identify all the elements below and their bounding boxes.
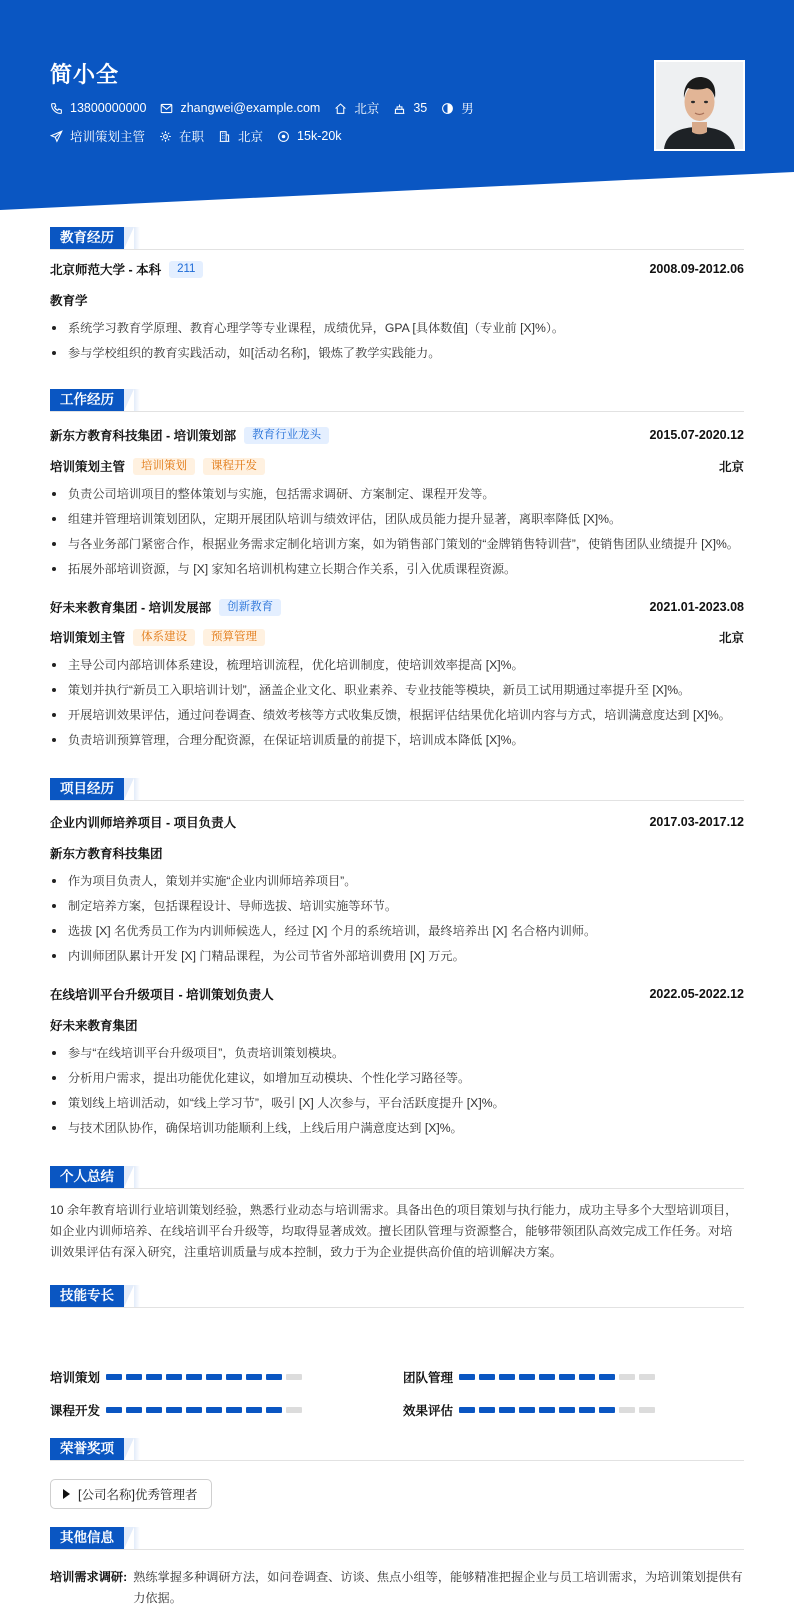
position-text: 培训策划主管	[70, 130, 146, 144]
phone-text: 13800000000	[70, 101, 147, 115]
status-text: 在职	[179, 130, 205, 144]
list-item: 选拔 [X] 名优秀员工作为内训师候选人，经过 [X] 个月的系统培训，最终培养出 [X] 名合格内训师。	[50, 921, 744, 946]
skill-segment	[559, 1374, 575, 1380]
work-2-role-row	[50, 628, 744, 646]
skill-segment	[266, 1407, 282, 1413]
skill-name: 团队管理	[403, 1371, 454, 1385]
school-name: 北京师范大学 - 本科	[50, 263, 162, 277]
gear-icon	[159, 130, 172, 143]
other-info-item	[50, 1567, 744, 1609]
triangle-right-icon	[63, 1489, 70, 1499]
work-location: 北京	[718, 631, 744, 645]
section-divider	[50, 800, 744, 801]
section-tab-decoration	[124, 778, 134, 800]
work-1-bullets	[50, 484, 744, 584]
project-2-bullets	[50, 1043, 744, 1143]
skill-segment	[539, 1407, 555, 1413]
section-divider	[50, 1188, 744, 1189]
section-other	[50, 1527, 744, 1549]
skill-segment	[639, 1407, 655, 1413]
skill-segment	[246, 1374, 262, 1380]
section-title-work: 工作经历	[50, 389, 124, 411]
skill-segment	[126, 1374, 142, 1380]
other-info-label: 培训需求调研:	[50, 1570, 128, 1584]
section-tab-decoration	[124, 227, 134, 249]
list-item: 系统学习教育学原理、教育心理学等专业课程，成绩优异，GPA [具体数值]（专业前 [X]%）。	[50, 318, 744, 343]
city-info	[334, 99, 379, 117]
award-text: [公司名称]优秀管理者	[78, 1488, 198, 1502]
section-projects	[50, 778, 744, 800]
section-work	[50, 389, 744, 411]
skill-segment	[499, 1374, 515, 1380]
skill-level-bar	[459, 1374, 659, 1380]
skill-segment	[166, 1407, 182, 1413]
phone-icon	[50, 102, 63, 115]
list-item: 制定培养方案，包括课程设计、导师选拔、培训实施等环节。	[50, 896, 744, 921]
section-title-awards: 荣誉奖项	[50, 1438, 124, 1460]
skill-segment	[539, 1374, 555, 1380]
gender-text: 男	[461, 102, 474, 116]
skill-segment	[266, 1374, 282, 1380]
skill-segment	[106, 1374, 122, 1380]
section-awards	[50, 1438, 744, 1460]
skill-segment	[459, 1374, 475, 1380]
section-tab-fade	[134, 227, 140, 249]
work-2-header	[50, 598, 744, 616]
company-name: 好未来教育集团 - 培训发展部	[50, 601, 212, 615]
skill-segment	[519, 1374, 535, 1380]
list-item: 开展培训效果评估，通过问卷调查、绩效考核等方式收集反馈，根据评估结果优化培训内容与方式，培训满意度达到 [X]%。	[50, 705, 744, 730]
list-item: 与各业务部门紧密合作，根据业务需求定制化培训方案，如为销售部门策划的“金牌销售特训营”，使销售团队业绩提升 [X]%。	[50, 534, 744, 559]
section-tab-decoration	[124, 1527, 134, 1549]
work-period: 2015.07-2020.12	[649, 428, 744, 442]
work-1-role-row	[50, 457, 744, 475]
skill-segment	[459, 1407, 475, 1413]
role-tag: 预算管理	[203, 629, 265, 646]
section-summary	[50, 1166, 744, 1188]
project-2-header	[50, 985, 744, 1003]
work-location: 北京	[718, 460, 744, 474]
age-info	[393, 101, 427, 115]
skill-item	[50, 1401, 306, 1419]
list-item: 参与学校组织的教育实践活动，如[活动名称]，锻炼了教学实践能力。	[50, 343, 744, 368]
gender-info	[441, 99, 474, 117]
list-item: 参与“在线培训平台升级项目”，负责培训策划模块。	[50, 1043, 744, 1068]
skill-segment	[579, 1374, 595, 1380]
project-title: 在线培训平台升级项目 - 培训策划负责人	[50, 988, 274, 1002]
section-tab-decoration	[124, 389, 134, 411]
section-divider	[50, 1460, 744, 1461]
skill-name: 培训策划	[50, 1371, 101, 1385]
list-item: 拓展外部培训资源，与 [X] 家知名培训机构建立长期合作关系，引入优质课程资源。	[50, 559, 744, 584]
award-item	[50, 1479, 212, 1509]
skill-segment	[579, 1407, 595, 1413]
city-text: 北京	[354, 102, 380, 116]
skill-segment	[146, 1407, 162, 1413]
skill-segment	[286, 1374, 302, 1380]
list-item: 策划并执行“新员工入职培训计划”，涵盖企业文化、职业素养、专业技能等模块，新员工试用期通过率提升至 [X]%。	[50, 680, 744, 705]
skill-segment	[226, 1407, 242, 1413]
target-city-info	[218, 127, 263, 145]
skill-name: 课程开发	[50, 1404, 101, 1418]
age-text: 35	[413, 101, 428, 115]
section-title-projects: 项目经历	[50, 778, 124, 800]
skill-segment	[186, 1407, 202, 1413]
section-tab-fade	[134, 1166, 140, 1188]
skill-name: 效果评估	[403, 1404, 454, 1418]
section-title-skills: 技能专长	[50, 1285, 124, 1307]
candidate-name: 简小全	[50, 62, 120, 87]
job-role: 培训策划主管	[50, 460, 126, 474]
skill-segment	[126, 1407, 142, 1413]
skill-level-bar	[106, 1374, 306, 1380]
cake-icon	[393, 102, 406, 115]
school-badge: 211	[169, 261, 203, 278]
skill-segment	[639, 1374, 655, 1380]
gender-icon	[441, 102, 454, 115]
skill-segment	[246, 1407, 262, 1413]
skill-segment	[479, 1407, 495, 1413]
section-title-other: 其他信息	[50, 1527, 124, 1549]
skill-segment	[619, 1374, 635, 1380]
company-name: 新东方教育科技集团 - 培训策划部	[50, 429, 237, 443]
section-title-education: 教育经历	[50, 227, 124, 249]
section-tab-fade	[134, 778, 140, 800]
section-divider	[50, 1549, 744, 1550]
section-tab-decoration	[124, 1285, 134, 1307]
skill-segment	[206, 1407, 222, 1413]
role-tag: 体系建设	[133, 629, 195, 646]
section-title-summary: 个人总结	[50, 1166, 124, 1188]
profile-photo	[654, 60, 745, 151]
list-item: 内训师团队累计开发 [X] 门精品课程，为公司节省外部培训费用 [X] 万元。	[50, 946, 744, 971]
job-intent-row	[50, 127, 356, 145]
section-tab-fade	[134, 1285, 140, 1307]
list-item: 主导公司内部培训体系建设，梳理培训流程，优化培训制度，使培训效率提高 [X]%。	[50, 655, 744, 680]
skill-segment	[146, 1374, 162, 1380]
list-item: 组建并管理培训策划团队，定期开展团队培训与绩效评估，团队成员能力提升显著，离职率降低 [X]%。	[50, 509, 744, 534]
section-divider	[50, 1307, 744, 1308]
position-info	[50, 127, 145, 145]
section-tab-decoration	[124, 1166, 134, 1188]
project-period: 2017.03-2017.12	[649, 815, 744, 829]
skill-segment	[599, 1407, 615, 1413]
salary-info	[277, 129, 341, 143]
list-item: 负责公司培训项目的整体策划与实施，包括需求调研、方案制定、课程开发等。	[50, 484, 744, 509]
education-major: 教育学	[50, 294, 88, 308]
summary-text: 10 余年教育培训行业培训策划经验，熟悉行业动态与培训需求。具备出色的项目策划与执行能力，成功主导多个大型培训项目，如企业内训师培养、在线培训平台升级等，均取得显著成效。擅长团队管理与资源整合，能够带领团队高效完成工作任务。对培训效果评估有深入研究，注重培训质量与成本控制，致力于为企业提供高价值的培训解决方案。	[50, 1203, 738, 1259]
salary-text: 15k-20k	[297, 129, 342, 143]
section-skills	[50, 1285, 744, 1307]
skill-segment	[599, 1374, 615, 1380]
skill-segment	[186, 1374, 202, 1380]
list-item: 分析用户需求，提出功能优化建议，如增加互动模块、个性化学习路径等。	[50, 1068, 744, 1093]
skill-segment	[166, 1374, 182, 1380]
project-org: 新东方教育科技集团	[50, 847, 163, 861]
email-text: zhangwei@example.com	[180, 101, 321, 115]
skill-segment	[286, 1407, 302, 1413]
section-tab-fade	[134, 1438, 140, 1460]
email-info	[160, 101, 320, 115]
skill-segment	[479, 1374, 495, 1380]
section-divider	[50, 411, 744, 412]
building-icon	[218, 130, 231, 143]
work-period: 2021.01-2023.08	[649, 600, 744, 614]
skill-segment	[519, 1407, 535, 1413]
company-badge: 创新教育	[219, 599, 281, 616]
mail-icon	[160, 102, 173, 115]
send-icon	[50, 130, 63, 143]
skill-item	[403, 1401, 659, 1419]
education-header	[50, 260, 744, 278]
skill-segment	[499, 1407, 515, 1413]
skill-segment	[559, 1407, 575, 1413]
job-role: 培训策划主管	[50, 631, 126, 645]
section-tab-decoration	[124, 1438, 134, 1460]
project-title: 企业内训师培养项目 - 项目负责人	[50, 816, 237, 830]
phone-info	[50, 101, 146, 115]
section-divider	[50, 249, 744, 250]
skill-segment	[206, 1374, 222, 1380]
avatar	[656, 62, 743, 149]
skill-segment	[619, 1407, 635, 1413]
role-tag: 培训策划	[133, 458, 195, 475]
skill-level-bar	[106, 1407, 306, 1413]
company-badge: 教育行业龙头	[244, 427, 329, 444]
skill-item	[403, 1368, 659, 1386]
home-icon	[334, 102, 347, 115]
project-period: 2022.05-2022.12	[649, 987, 744, 1001]
skill-level-bar	[459, 1407, 659, 1413]
resume-header	[0, 0, 794, 210]
project-1-header	[50, 813, 744, 831]
skill-item	[50, 1368, 306, 1386]
skill-segment	[226, 1374, 242, 1380]
project-org: 好未来教育集团	[50, 1019, 138, 1033]
education-bullets	[50, 318, 744, 368]
list-item: 与技术团队协作，确保培训功能顺利上线，上线后用户满意度达到 [X]%。	[50, 1118, 744, 1143]
status-info	[159, 127, 204, 145]
list-item: 负责培训预算管理，合理分配资源，在保证培训质量的前提下，培训成本降低 [X]%。	[50, 730, 744, 755]
salary-icon	[277, 130, 290, 143]
section-tab-fade	[134, 389, 140, 411]
other-info-text: 熟练掌握多种调研方法，如问卷调查、访谈、焦点小组等，能够精准把握企业与员工培训需求，为培训策划提供有力依据。	[133, 1570, 743, 1605]
section-tab-fade	[134, 1527, 140, 1549]
contact-row	[50, 99, 488, 117]
work-1-header	[50, 426, 744, 444]
list-item: 策划线上培训活动，如“线上学习节”，吸引 [X] 人次参与，平台活跃度提升 [X]%。	[50, 1093, 744, 1118]
skill-segment	[106, 1407, 122, 1413]
project-1-bullets	[50, 871, 744, 971]
education-period: 2008.09-2012.06	[649, 262, 744, 276]
role-tag: 课程开发	[203, 458, 265, 475]
list-item: 作为项目负责人，策划并实施“企业内训师培养项目”。	[50, 871, 744, 896]
work-2-bullets	[50, 655, 744, 755]
target-city-text: 北京	[238, 130, 264, 144]
section-education	[50, 227, 744, 249]
